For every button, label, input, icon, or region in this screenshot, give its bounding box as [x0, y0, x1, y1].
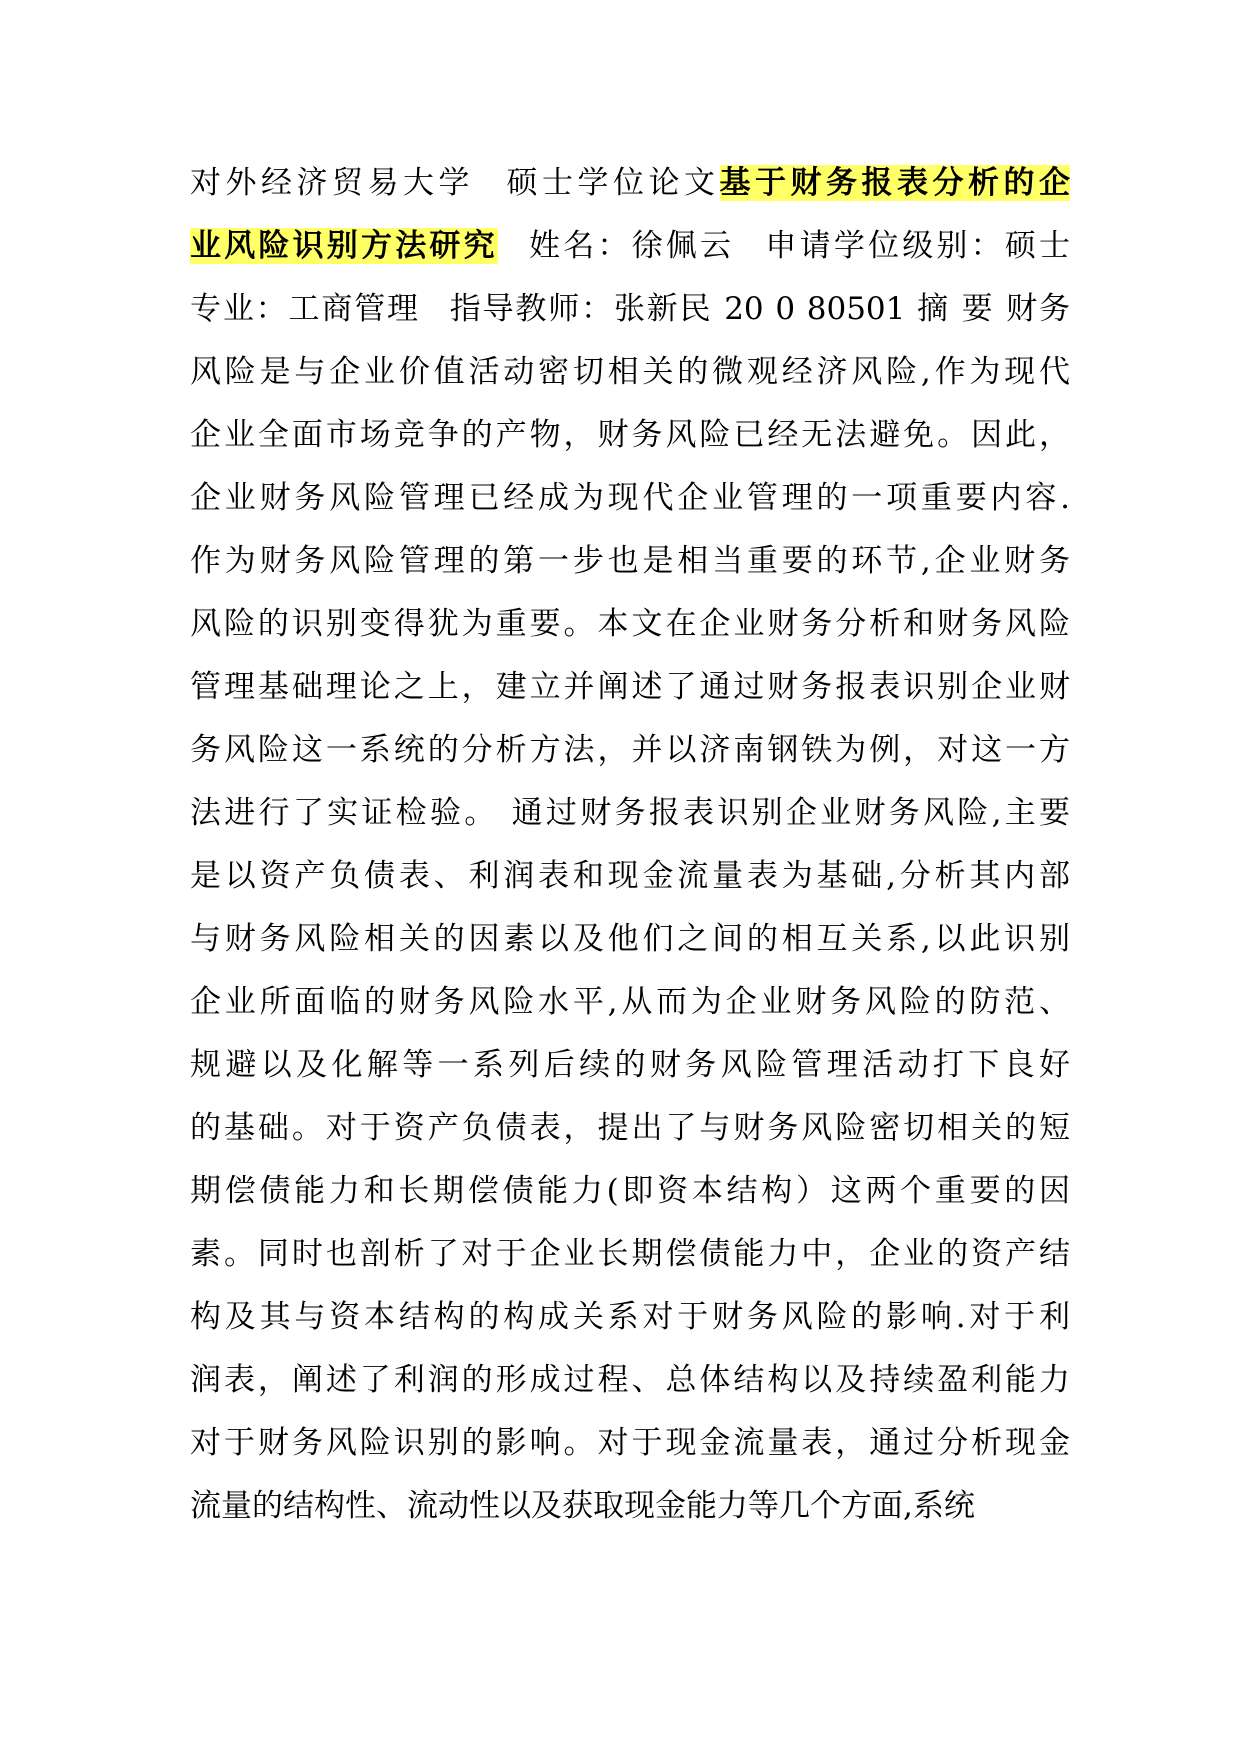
- major: 专业：工商管理: [190, 291, 420, 327]
- body-line: 规避以及化解等一系列后续的财务风险管理活动打下良好: [190, 1047, 1070, 1083]
- body-line: 法进行了实证检验。 通过财务报表识别企业财务风险,主要: [190, 795, 1070, 831]
- line-3: [190, 278, 1070, 341]
- body-line: 流量的结构性、流动性以及获取现金能力等几个方面,系统: [190, 1488, 975, 1524]
- body-line: 是以资产负债表、利润表和现金流量表为基础,分析其内部: [190, 858, 1070, 894]
- thesis-title-highlight: 业风险识别方法研究: [190, 228, 498, 264]
- body-line: 风险是与企业价值活动密切相关的微观经济风险,作为现代: [190, 354, 1070, 390]
- body-line: 企业全面市场竞争的产物，财务风险已经无法避免。因此，: [190, 417, 1070, 453]
- body-line: 风险的识别变得犹为重要。本文在企业财务分析和财务风险: [190, 606, 1070, 642]
- thesis-title-highlight: 基于财务报表分析的企: [719, 165, 1070, 201]
- body-line: 素。同时也剖析了对于企业长期偿债能力中，企业的资产结: [190, 1236, 1070, 1272]
- university-name: 对外经济贸易大学: [190, 165, 474, 201]
- body-line: 与财务风险相关的因素以及他们之间的相互关系,以此识别: [190, 921, 1070, 957]
- body-line: 润表，阐述了利润的形成过程、总体结构以及持续盈利能力: [190, 1362, 1070, 1398]
- body-line: 期偿债能力和长期偿债能力(即资本结构）这两个重要的因: [190, 1173, 1070, 1209]
- body-line: 的基础。对于资产负债表，提出了与财务风险密切相关的短: [190, 1110, 1070, 1146]
- degree-type: 硕士学位论文: [502, 165, 720, 201]
- body-line: 企业所面临的财务风险水平,从而为企业财务风险的防范、: [190, 984, 1070, 1020]
- body-line: 务风险这一系统的分析方法，并以济南钢铁为例，对这一方: [190, 732, 1070, 768]
- body-line: 管理基础理论之上，建立并阐述了通过财务报表识别企业财: [190, 669, 1070, 705]
- body-line: 构及其与资本结构的构成关系对于财务风险的影响.对于利: [190, 1299, 1070, 1335]
- degree-level: 申请学位级别：硕士: [762, 228, 1071, 264]
- advisor: 指导教师：张新民 20 0 80501 摘 要 财务: [447, 291, 1070, 327]
- abstract-text: [190, 152, 1070, 1538]
- line-1: [190, 152, 1070, 215]
- line-2: [190, 215, 1070, 278]
- body-line: 企业财务风险管理已经成为现代企业管理的一项重要内容.: [190, 480, 1070, 516]
- body-line: 对于财务风险识别的影响。对于现金流量表，通过分析现金: [190, 1425, 1070, 1461]
- body-line: 作为财务风险管理的第一步也是相当重要的环节,企业财务: [190, 543, 1070, 579]
- author-name: 姓名：徐佩云: [525, 228, 735, 264]
